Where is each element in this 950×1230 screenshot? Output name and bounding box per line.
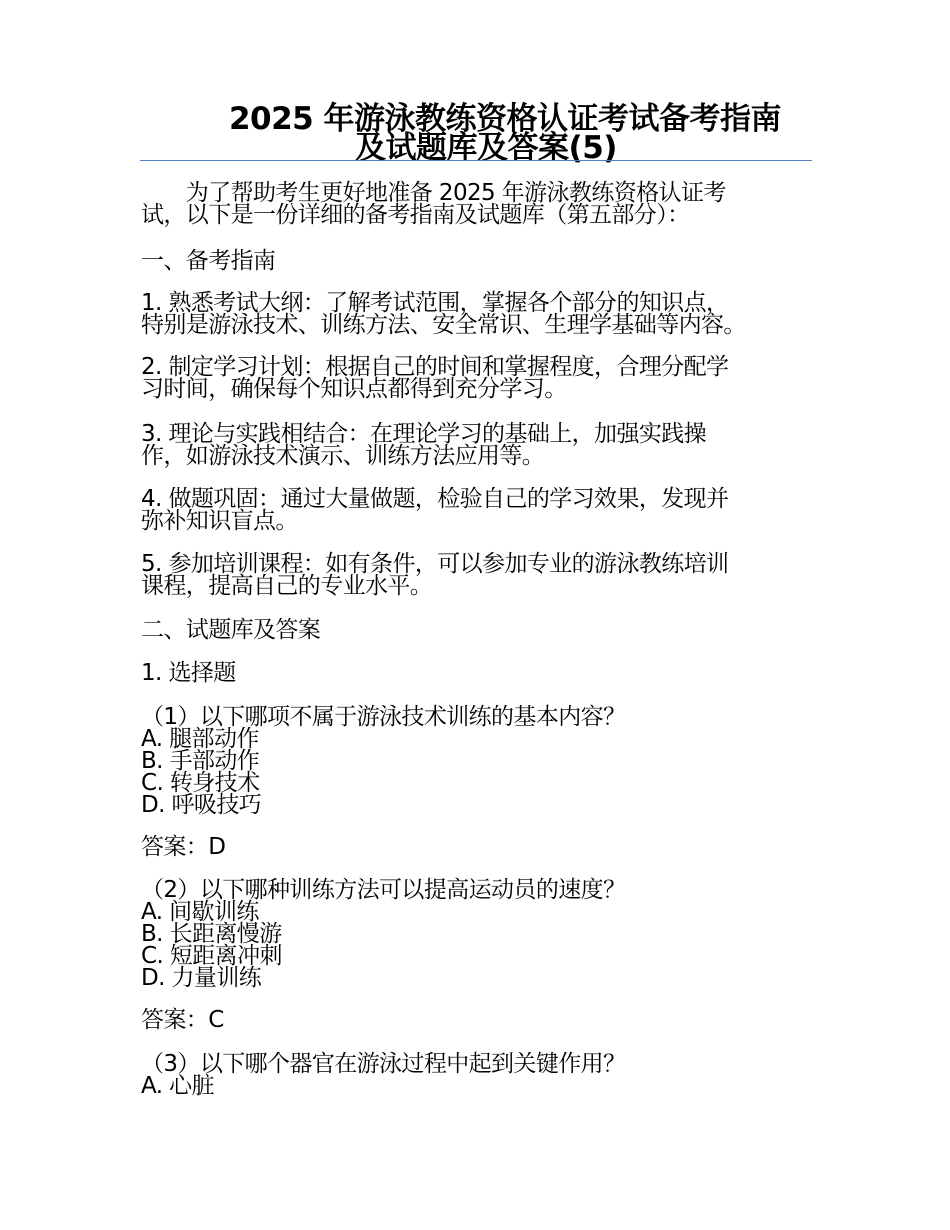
answer-1: 答案：D	[141, 834, 226, 860]
guide-item-1: 1. 熟悉考试大纲：了解考试范围，掌握各个部分的知识点， 特别是游泳技术、训练方法、安全常识、生理学基础等内容。	[141, 290, 746, 338]
question-2: （2）以下哪种训练方法可以提高运动员的速度？ A. 间歇训练 B. 长距离慢游 C. 短距离冲刺 D. 力量训练	[141, 877, 626, 991]
title-underline	[140, 160, 812, 161]
document-title	[140, 101, 812, 166]
guide-item-5: 5. 参加培训课程：如有条件，可以参加专业的游泳教练培训 课程，提高自己的专业水平。	[141, 551, 729, 599]
title-line-1: 2025 年游泳教练资格认证考试备考指南	[228, 101, 782, 137]
guide-item-4: 4. 做题巩固：通过大量做题，检验自己的学习效果，发现并 弥补知识盲点。	[141, 486, 729, 534]
intro-paragraph: 为了帮助考生更好地准备 2025 年游泳教练资格认证考 试，以下是一份详细的备考指南及试题库（第五部分）：	[141, 180, 726, 228]
section-heading-guide: 一、备考指南	[141, 248, 276, 274]
guide-item-2: 2. 制定学习计划：根据自己的时间和掌握程度，合理分配学 习时间，确保每个知识点都得到充分学习。	[141, 354, 729, 402]
title-line-2: 及试题库及答案(5)	[355, 130, 617, 166]
section-heading-questions: 二、试题库及答案	[141, 617, 321, 643]
question-1: （1）以下哪项不属于游泳技术训练的基本内容？ A. 腿部动作 B. 手部动作 C. 转身技术 D. 呼吸技巧	[141, 704, 626, 818]
subsection-heading-choice: 1. 选择题	[141, 660, 236, 686]
question-3: （3）以下哪个器官在游泳过程中起到关键作用？ A. 心脏	[141, 1051, 626, 1099]
answer-2: 答案：C	[141, 1007, 224, 1033]
guide-item-3: 3. 理论与实践相结合：在理论学习的基础上，加强实践操 作，如游泳技术演示、训练方法应用等。	[141, 421, 707, 469]
